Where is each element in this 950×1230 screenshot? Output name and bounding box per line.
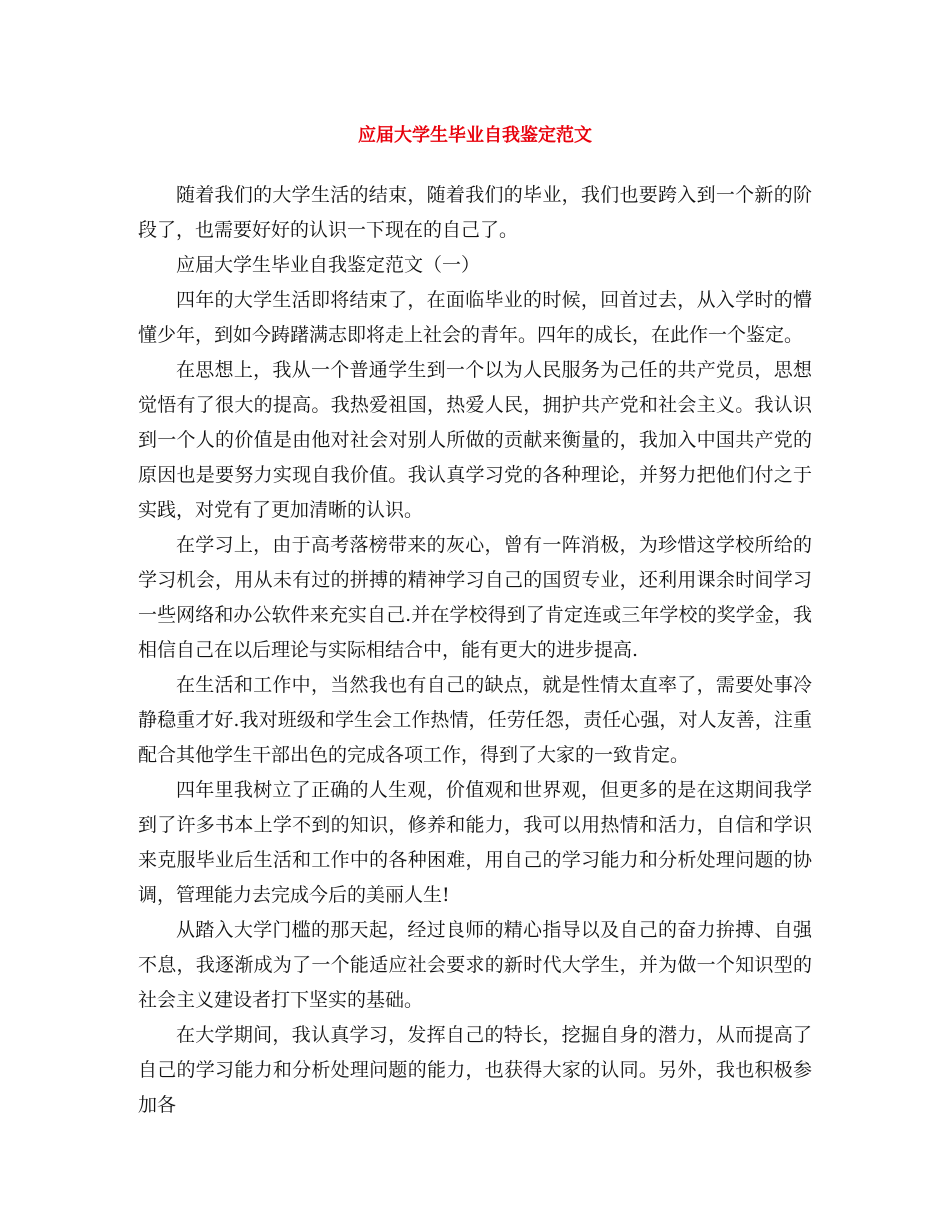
paragraph: 从踏入大学门槛的那天起，经过良师的精心指导以及自己的奋力拚搏、自强不息，我逐渐成为了一个能适应社会要求的新时代大学生，并为做一个知识型的社会主义建设者打下坚实的基础。 [138, 919, 812, 1011]
paragraph: 在生活和工作中，当然我也有自己的缺点，就是性情太直率了，需要处事冷静稳重才好.我对班级和学生会工作热情，任劳任怨，责任心强，对人友善，注重配合其他学生干部出色的完成各项工作，得到了大家的一致肯定。 [138, 674, 812, 766]
section-heading: 应届大学生毕业自我鉴定范文（一） [176, 254, 481, 276]
paragraph: 在学习上，由于高考落榜带来的灰心，曾有一阵消极，为珍惜这学校所给的学习机会，用从未有过的拼搏的精神学习自己的国贸专业，还利用课余时间学习一些网络和办公软件来充实自己.并在学校得到了肯定连或三年学校的奖学金，我相信自己在以后理论与实际相结合中，能有更大的进步提高. [138, 534, 812, 661]
paragraph: 四年的大学生活即将结束了，在面临毕业的时候，回首过去，从入学时的懵懂少年，到如今踌躇满志即将走上社会的青年。四年的成长，在此作一个鉴定。 [138, 289, 812, 346]
document-title: 应届大学生毕业自我鉴定范文 [358, 125, 592, 146]
paragraph: 四年里我树立了正确的人生观，价值观和世界观，但更多的是在这期间我学到了许多书本上学不到的知识，修养和能力，我可以用热情和活力，自信和学识来克服毕业后生活和工作中的各种困难，用自己的学习能力和分析处理问题的协调，管理能力去完成今后的美丽人生! [138, 779, 812, 906]
paragraph: 在大学期间，我认真学习，发挥自己的特长，挖掘自身的潜力，从而提高了自己的学习能力和分析处理问题的能力，也获得大家的认同。另外，我也积极参加各 [138, 1024, 812, 1116]
paragraph: 在思想上，我从一个普通学生到一个以为人民服务为己任的共产党员，思想觉悟有了很大的提高。我热爱祖国，热爱人民，拥护共产党和社会主义。我认识到一个人的价值是由他对社会对别人所做的贡献来衡量的，我加入中国共产党的原因也是要努力实现自我价值。我认真学习党的各种理论，并努力把他们付之于实践，对党有了更加清晰的认识。 [138, 359, 812, 521]
document-body [138, 178, 812, 1123]
paragraph-intro: 随着我们的大学生活的结束，随着我们的毕业，我们也要跨入到一个新的阶段了，也需要好好的认识一下现在的自己了。 [138, 184, 812, 241]
